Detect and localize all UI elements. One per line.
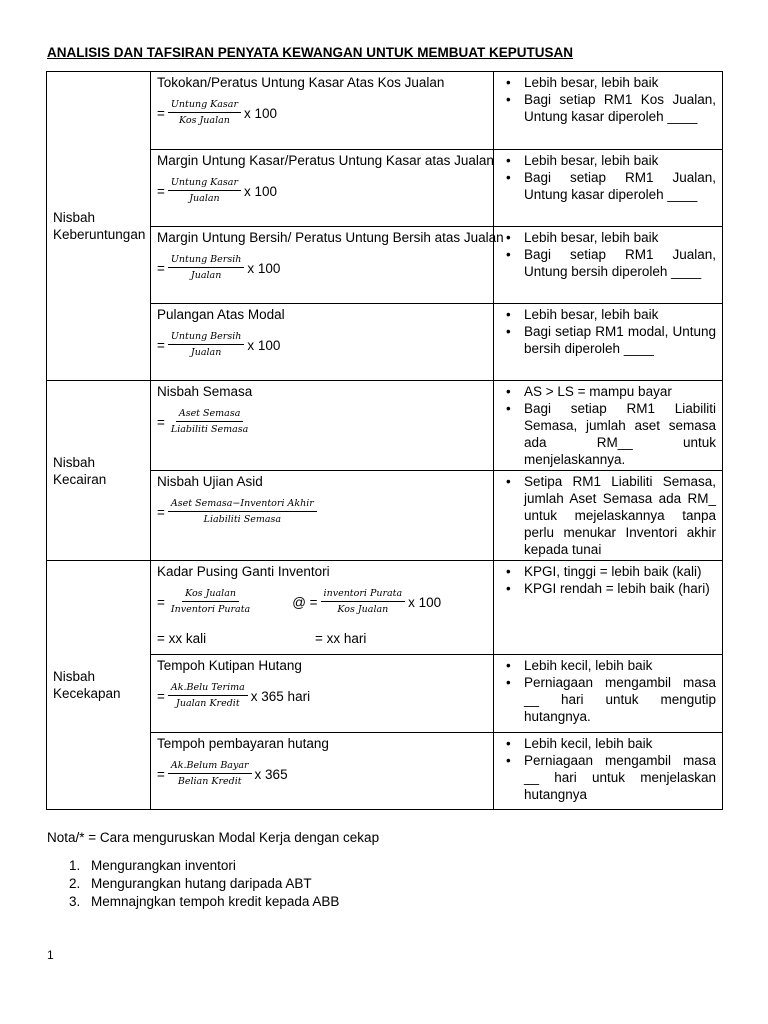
formula-cell xyxy=(151,381,494,471)
category-label: Nisbah xyxy=(53,210,96,225)
formula: = $\frac{\text{Aset Semasa−Inventori Akhir}}{\text{Liabiliti Semasa}}$ xyxy=(157,498,487,526)
denominator: Jualan xyxy=(190,347,222,358)
denominator: Liabiliti Semasa xyxy=(170,424,249,435)
interpretation-list xyxy=(500,306,716,357)
formula: = $\frac{\text{Untung Bersih}}{\text{Jualan}}$ x 100 xyxy=(157,254,281,281)
ratio-name: Nisbah Ujian Asid xyxy=(157,474,263,489)
interpretation-list xyxy=(500,229,716,280)
category-label: Nisbah xyxy=(53,454,96,470)
interpretation-list xyxy=(500,563,716,597)
fraction xyxy=(168,177,241,205)
interpretation-item: • Setipa RM1 Liabiliti Semasa, jumlah Aset Semasa ada RM_ untuk mejelaskannya tanpa perlu menukar Inventori akhir kepada tunai xyxy=(524,473,716,558)
interpretation-list xyxy=(500,152,716,203)
category-label: Nisbah xyxy=(53,669,96,684)
numerator: Untung Kasar xyxy=(168,99,241,113)
result-hari: = xx hari xyxy=(315,631,367,646)
numerator: Aset Semasa−Inventori Akhir xyxy=(168,498,317,512)
interpretation-item: • Bagi setiap RM1 Jualan, Untung bersih diperoleh ____ xyxy=(524,246,716,280)
step-text: Mengurangkan inventori xyxy=(91,858,236,873)
interpretation-item: • KPGI rendah = lebih baik (hari) xyxy=(524,580,716,597)
numerator: Kos Jualan xyxy=(182,588,239,602)
interpretation-item: • Bagi setiap RM1 Liabiliti Semasa, jumlah aset semasa ada RM__ untuk menjelaskannya. xyxy=(524,400,716,468)
formula-cell xyxy=(151,733,494,810)
multiplier: x 100 xyxy=(247,260,281,276)
formula-cell xyxy=(151,304,494,381)
denominator: Kos Jualan xyxy=(337,604,389,615)
step-item xyxy=(47,893,339,911)
interpretation-list xyxy=(500,657,716,725)
ratio-row xyxy=(47,561,723,655)
category-cell xyxy=(47,72,151,381)
fraction xyxy=(168,682,248,710)
interpretation-list xyxy=(500,383,716,468)
formula: = $\frac{\text{Kos Jualan}}{\text{Inventori Purata}}$ @ = $\frac{\text{inventori Purata}}{\text{Kos Jualan}}$ x 100 xyxy=(157,588,442,615)
formula: = $\frac{\text{Aset Semasa}}{\text{Liabiliti Semasa}}$ xyxy=(157,408,487,436)
interpretation-cell xyxy=(494,561,723,655)
ratio-name: Tempoh Kutipan Hutang xyxy=(157,658,302,673)
fraction xyxy=(168,588,253,616)
numerator: Untung Bersih xyxy=(168,254,244,268)
fraction xyxy=(168,498,317,526)
interpretation-cell xyxy=(494,304,723,381)
interpretation-item: • Lebih kecil, lebih baik xyxy=(524,657,716,674)
interpretation-item: • Lebih besar, lebih baik xyxy=(524,229,716,246)
interpretation-item: • KPGI, tinggi = lebih baik (kali) xyxy=(524,563,716,580)
fraction xyxy=(168,408,251,436)
multiplier: x 365 xyxy=(254,766,288,782)
denominator: Kos Jualan xyxy=(179,115,230,126)
formula-cell xyxy=(151,227,504,304)
formula: = $\frac{\text{Untung Kasar}}{\text{Jualan}}$ x 100 xyxy=(157,177,278,204)
interpretation-item: • Lebih besar, lebih baik xyxy=(524,306,716,323)
multiplier: x 100 xyxy=(408,594,442,610)
interpretation-item: • AS > LS = mampu bayar xyxy=(524,383,716,400)
numerator: Aset Semasa xyxy=(176,408,244,422)
page-number: 1 xyxy=(47,948,54,962)
fraction xyxy=(168,760,252,788)
ratio-name: Kadar Pusing Ganti Inventori xyxy=(157,564,330,579)
formula-cell xyxy=(151,471,494,561)
denominator: Inventori Purata xyxy=(170,604,251,615)
category-label: Kecekapan xyxy=(53,686,121,701)
page-title: ANALISIS DAN TAFSIRAN PENYATA KEWANGAN UNTUK MEMBUAT KEPUTUSAN xyxy=(47,45,573,60)
numerator: Untung Kasar xyxy=(168,177,241,191)
interpretation-item: • Lebih besar, lebih baik xyxy=(524,74,716,91)
interpretation-cell xyxy=(494,227,723,304)
interpretation-item: • Bagi setiap RM1 Jualan, Untung kasar diperoleh ____ xyxy=(524,169,716,203)
fraction xyxy=(168,99,241,127)
ratio-name: Tokokan/Peratus Untung Kasar Atas Kos Jualan xyxy=(157,75,445,90)
formula-cell xyxy=(151,150,494,227)
interpretation-cell xyxy=(494,733,723,810)
step-text: Mengurangkan hutang daripada ABT xyxy=(91,876,312,891)
formula: = $\frac{\text{Ak.Belum Bayar}}{\text{Belian Kredit}}$ x 365 xyxy=(157,760,288,787)
ratio-row xyxy=(47,72,723,150)
interpretation-item: • Perniagaan mengambil masa __ hari untuk menjelaskan hutangnya xyxy=(524,752,716,803)
step-number: 3. xyxy=(69,894,81,909)
denominator: Liabiliti Semasa xyxy=(203,514,282,525)
multiplier: x 100 xyxy=(244,183,278,199)
result-kali: = xx kali xyxy=(157,631,207,646)
interpretation-item: • Perniagaan mengambil masa __ hari untuk mengutip hutangnya. xyxy=(524,674,716,725)
step-text: Memnajngkan tempoh kredit kepada ABB xyxy=(91,894,340,909)
step-number: 2. xyxy=(69,876,81,891)
numerator: inventori Purata xyxy=(321,588,406,602)
step-number: 1. xyxy=(69,858,81,873)
interpretation-cell xyxy=(494,150,723,227)
numerator: Untung Bersih xyxy=(168,331,244,345)
step-item xyxy=(47,857,339,875)
multiplier: x 100 xyxy=(247,337,281,353)
denominator: Jualan xyxy=(190,270,222,281)
interpretation-list xyxy=(500,735,716,803)
fraction xyxy=(168,254,244,282)
interpretation-cell xyxy=(494,471,723,561)
ratio-table xyxy=(46,71,723,810)
step-item xyxy=(47,875,339,893)
interpretation-list xyxy=(500,473,716,558)
numerator: Ak.Belu Terima xyxy=(168,682,248,696)
note-text: Nota/* = Cara menguruskan Modal Kerja dengan cekap xyxy=(47,830,380,845)
denominator: Belian Kredit xyxy=(177,776,242,787)
formula: = $\frac{\text{Untung Kasar}}{\text{Kos Jualan}}$ x 100 xyxy=(157,99,278,126)
formula-cell xyxy=(151,561,494,655)
denominator: Jualan xyxy=(189,193,220,204)
formula-cell xyxy=(151,72,494,150)
formula-cell xyxy=(151,655,494,733)
denominator: Jualan Kredit xyxy=(176,698,240,709)
ratio-name: Nisbah Semasa xyxy=(157,384,253,399)
category-label: Keberuntungan xyxy=(53,227,146,242)
ratio-name: Margin Untung Kasar/Peratus Untung Kasar atas Jualan xyxy=(157,153,494,168)
interpretation-item: • Lebih kecil, lebih baik xyxy=(524,735,716,752)
category-label: Kecairan xyxy=(53,471,107,487)
interpretation-item: • Bagi setiap RM1 modal, Untung bersih diperoleh ____ xyxy=(524,323,716,357)
interpretation-cell xyxy=(494,655,723,733)
working-capital-steps xyxy=(47,857,339,911)
multiplier: x 100 xyxy=(244,105,278,121)
category-cell xyxy=(47,561,151,810)
interpretation-list xyxy=(500,74,716,125)
alt-fraction xyxy=(321,588,406,616)
interpretation-item: • Lebih besar, lebih baik xyxy=(524,152,716,169)
ratio-name: Pulangan Atas Modal xyxy=(157,307,285,322)
interpretation-item: • Bagi setiap RM1 Kos Jualan, Untung kasar diperoleh ____ xyxy=(524,91,716,125)
numerator: Ak.Belum Bayar xyxy=(168,760,252,774)
interpretation-cell xyxy=(494,72,723,150)
category-cell xyxy=(47,381,151,561)
alt-prefix: @ = xyxy=(292,594,318,610)
fraction xyxy=(168,331,244,359)
interpretation-cell xyxy=(494,381,723,471)
formula: = $\frac{\text{Ak.Belu Terima}}{\text{Jualan Kredit}}$ x 365 hari xyxy=(157,682,311,709)
formula: = $\frac{\text{Untung Bersih}}{\text{Jualan}}$ x 100 xyxy=(157,331,281,358)
ratio-name: Margin Untung Bersih/ Peratus Untung Bersih atas Jualan xyxy=(157,230,504,245)
ratio-name: Tempoh pembayaran hutang xyxy=(157,736,329,751)
ratio-row xyxy=(47,381,723,471)
multiplier: x 365 hari xyxy=(250,688,311,704)
